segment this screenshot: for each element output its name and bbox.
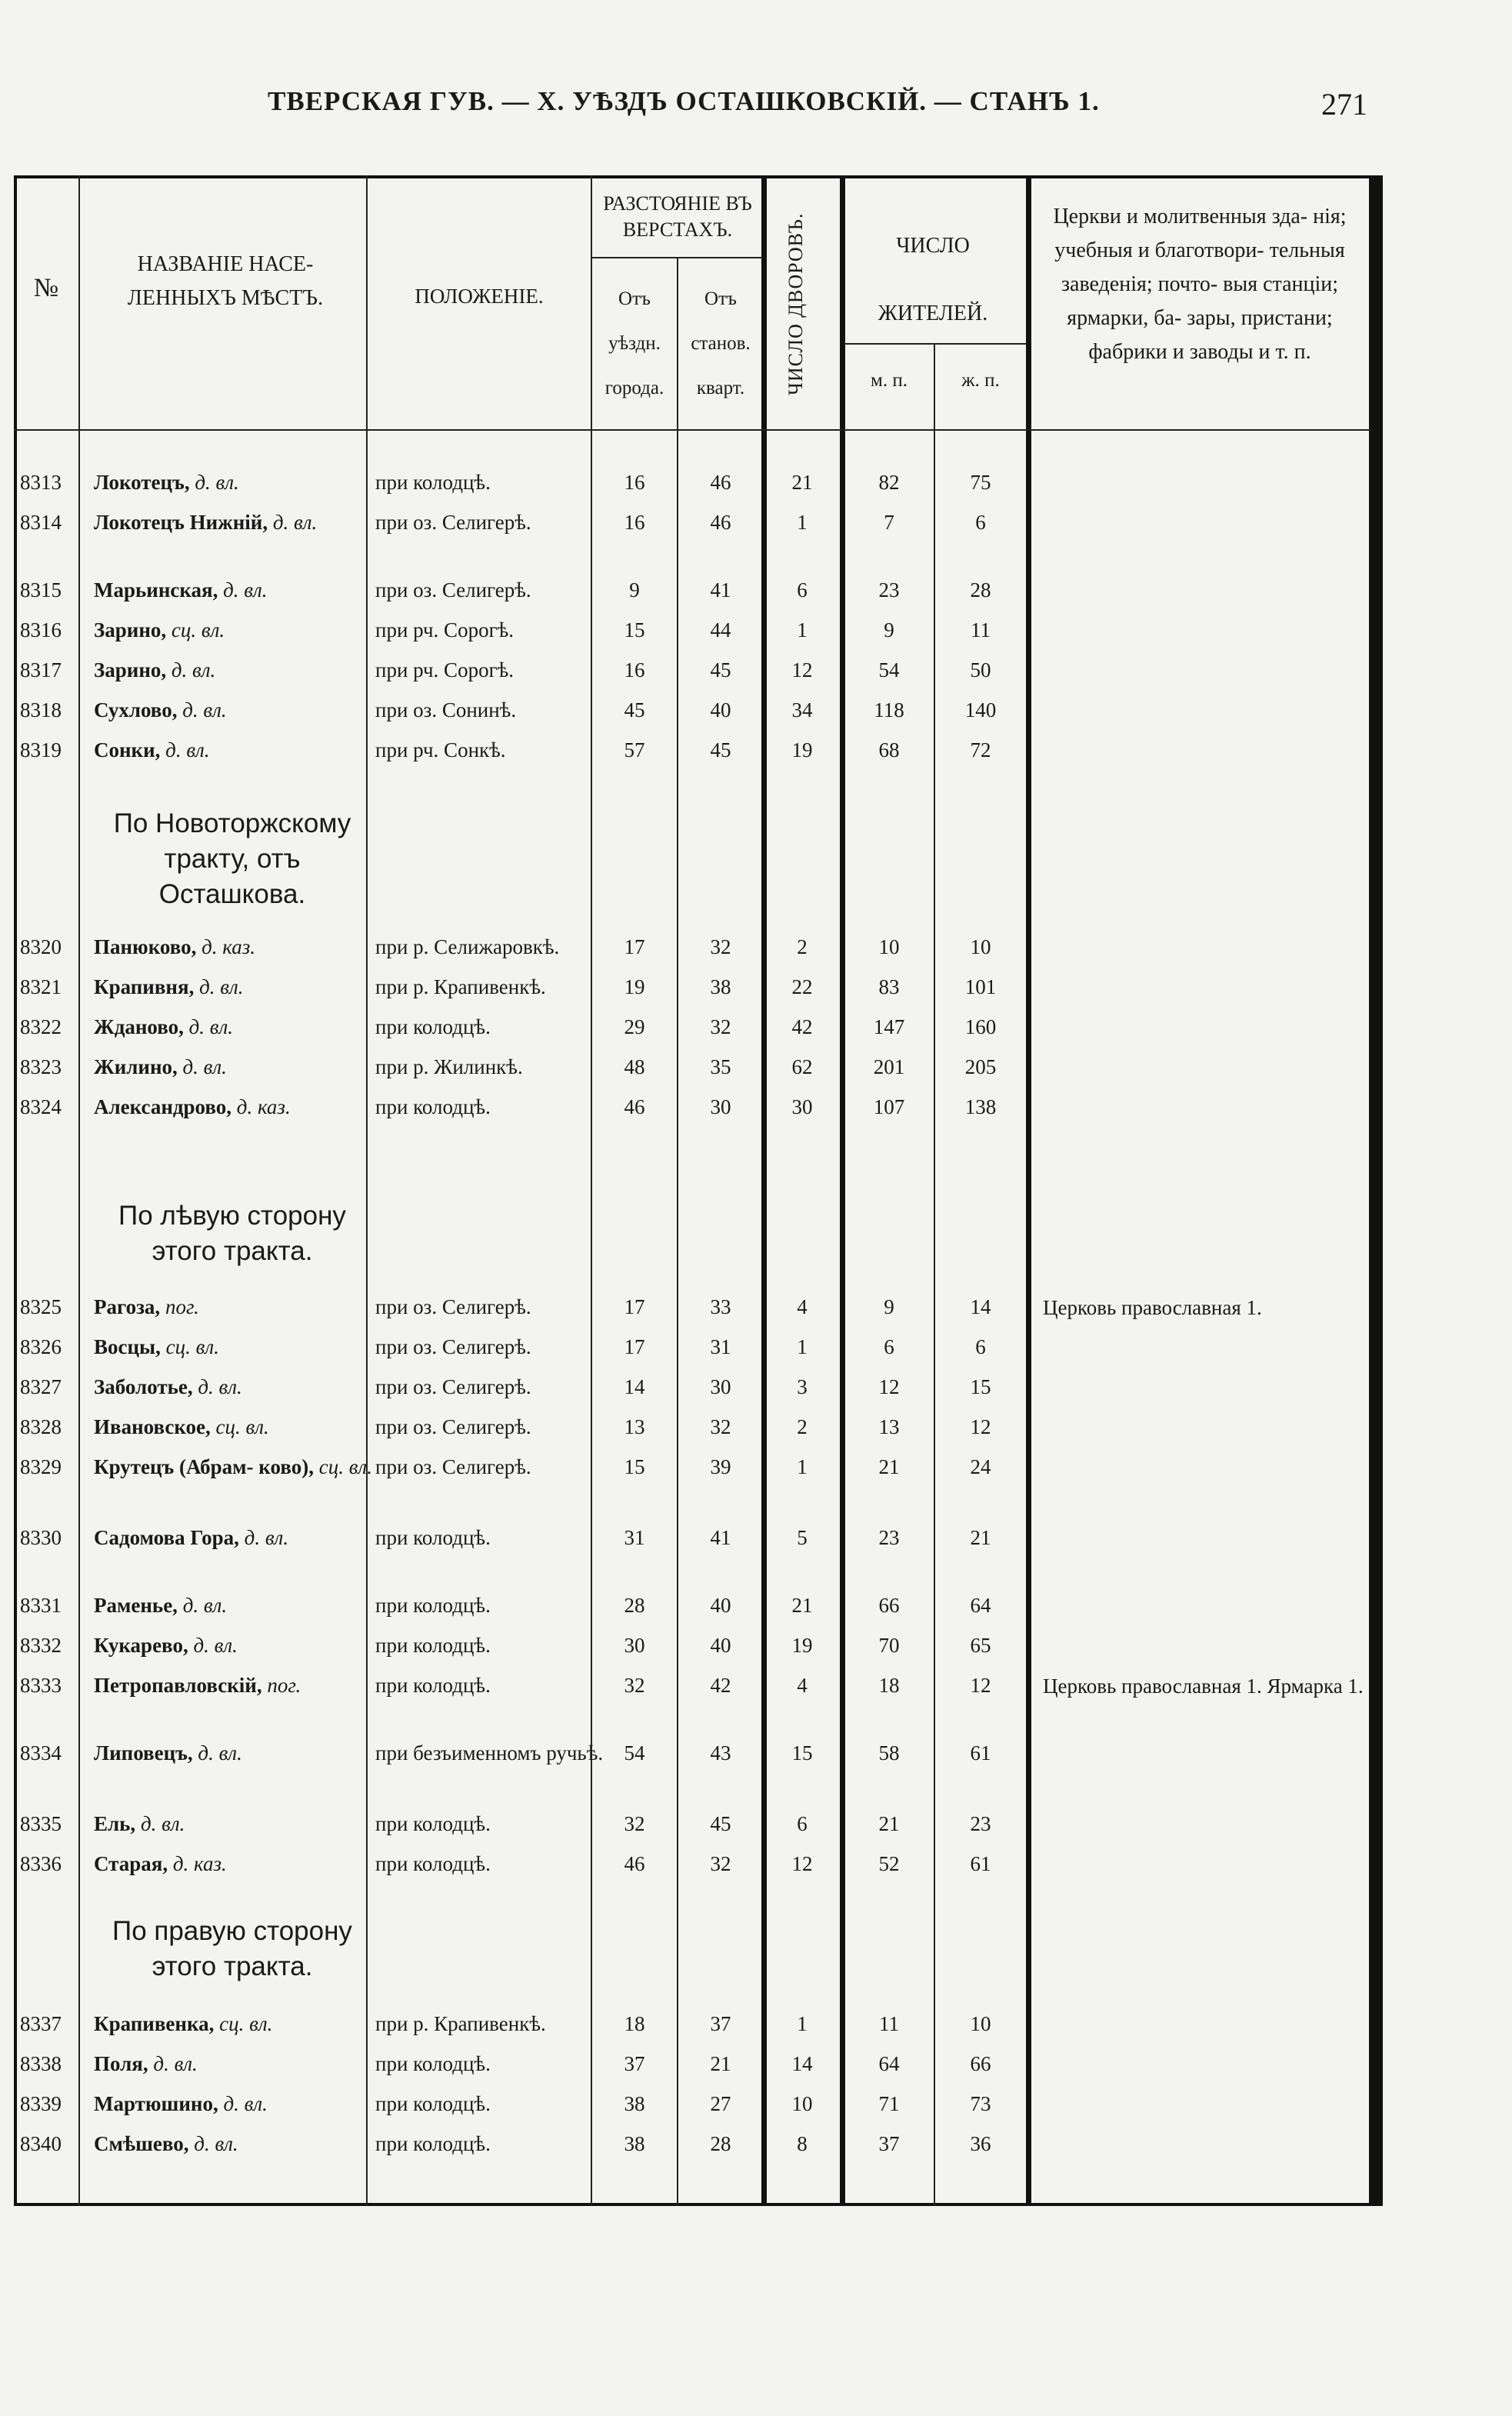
cell-m: 71: [878, 2092, 900, 2115]
row-number: 8325: [20, 1295, 62, 1318]
rule-distance-mid: [677, 257, 678, 2206]
row-number: 8333: [20, 1674, 62, 1697]
place-position: при колодцѣ.: [375, 2052, 491, 2075]
cell-stan: 31: [710, 1335, 731, 1358]
cell-yards: 8: [797, 2132, 808, 2155]
row-number: 8313: [20, 471, 62, 494]
cell-m: 66: [878, 1594, 900, 1617]
cell-m: 83: [878, 975, 900, 998]
cell-m: 9: [884, 1295, 894, 1318]
rule-header-bottom: [14, 429, 1372, 431]
page-header: [0, 86, 1512, 132]
place-position: при р. Жилинкѣ.: [375, 1055, 523, 1078]
place-name: Поля, д. вл.: [94, 2052, 198, 2075]
cell-f: 28: [970, 578, 991, 602]
cell-yards: 2: [797, 935, 808, 958]
cell-m: 13: [878, 1415, 900, 1438]
cell-stan: 40: [710, 1634, 731, 1657]
col-no-header: №: [33, 274, 59, 302]
row-number: 8326: [20, 1335, 62, 1358]
cell-f: 140: [964, 698, 997, 721]
row-number: 8327: [20, 1375, 62, 1398]
row-number: 8323: [20, 1055, 62, 1078]
table-row: [14, 1806, 1372, 1846]
place-name: Сонки, д. вл.: [94, 738, 210, 761]
place-name: Ель, д. вл.: [94, 1812, 185, 1835]
place-name: Садомова Гора, д. вл.: [94, 1526, 289, 1549]
place-name: Заболотье, д. вл.: [94, 1375, 242, 1398]
cell-town: 14: [624, 1375, 645, 1398]
cell-yards: 3: [797, 1375, 808, 1398]
cell-m: 21: [878, 1455, 900, 1478]
row-number: 8315: [20, 578, 62, 602]
cell-town: 17: [624, 1295, 645, 1318]
place-name: Ивановское, сц. вл.: [94, 1415, 269, 1438]
table-row: [14, 1628, 1372, 1668]
cell-yards: 34: [791, 698, 813, 721]
statistics-table: [14, 175, 1383, 2206]
cell-f: 64: [970, 1594, 991, 1617]
cell-yards: 1: [797, 2012, 808, 2035]
place-position: при колодцѣ.: [375, 1015, 491, 1038]
cell-stan: 32: [710, 1415, 731, 1438]
table-row: [14, 572, 1372, 612]
cell-stan: 38: [710, 975, 731, 998]
place-position: при оз. Селигерѣ.: [375, 1375, 531, 1398]
page-number: 271: [1321, 87, 1367, 122]
cell-f: 21: [970, 1526, 991, 1549]
cell-f: 160: [964, 1015, 997, 1038]
cell-yards: 19: [791, 1634, 813, 1657]
table-row: [14, 2126, 1372, 2166]
cell-stan: 32: [710, 1015, 731, 1038]
cell-stan: 40: [710, 1594, 731, 1617]
cell-f: 101: [964, 975, 997, 998]
place-position: при оз. Селигерѣ.: [375, 511, 531, 534]
place-position: при колодцѣ.: [375, 1674, 491, 1697]
cell-m: 23: [878, 578, 900, 602]
col-distance-header: РАЗСТОЯНІЕ ВЪ ВЕРСТАХЪ.: [603, 192, 752, 241]
place-position: при безъименномъ ручьѣ.: [375, 1741, 604, 1765]
cell-m: 37: [878, 2132, 900, 2155]
place-name: Рагоза, пог.: [94, 1295, 199, 1318]
cell-m: 147: [873, 1015, 905, 1038]
cell-town: 46: [624, 1852, 645, 1875]
place-position: при оз. Селигерѣ.: [375, 1295, 531, 1318]
place-name: Мартюшино, д. вл.: [94, 2092, 268, 2115]
col-name-header: НАЗВАНІЕ НАСЕ- ЛЕННЫХЪ МѢСТЪ.: [127, 252, 324, 310]
cell-yards: 15: [791, 1741, 813, 1765]
cell-town: 32: [624, 1674, 645, 1697]
table-row: [14, 612, 1372, 652]
rule-distance-sub: [592, 257, 763, 258]
cell-yards: 12: [791, 1852, 813, 1875]
col-dist-town-header: Отъ уѣздн. города.: [604, 288, 664, 398]
table-row: [14, 1409, 1372, 1449]
cell-stan: 21: [710, 2052, 731, 2075]
place-name: Смѣшево, д. вл.: [94, 2132, 238, 2155]
cell-yards: 2: [797, 1415, 808, 1438]
section-heading: По Новоторжскому тракту, отъ Осташкова.: [113, 808, 351, 909]
table-row: [14, 2006, 1372, 2046]
col-male-header: м. п.: [871, 370, 908, 391]
cell-yards: 21: [791, 471, 813, 494]
row-number: 8334: [20, 1741, 62, 1765]
place-name: Раменье, д. вл.: [94, 1594, 228, 1617]
place-name: Жданово, д. вл.: [94, 1015, 234, 1038]
table-row: [14, 929, 1372, 969]
place-position: при оз. Селигерѣ.: [375, 1455, 531, 1478]
cell-town: 54: [624, 1741, 645, 1765]
cell-stan: 42: [710, 1674, 731, 1697]
cell-stan: 28: [710, 2132, 731, 2155]
row-number: 8331: [20, 1594, 62, 1617]
table-row: [14, 465, 1372, 505]
cell-m: 18: [878, 1674, 900, 1697]
cell-yards: 1: [797, 1335, 808, 1358]
cell-stan: 32: [710, 935, 731, 958]
place-name: Крапивенка, сц. вл.: [94, 2012, 273, 2035]
row-number: 8328: [20, 1415, 62, 1438]
cell-town: 46: [624, 1095, 645, 1118]
cell-yards: 22: [791, 975, 813, 998]
cell-f: 23: [970, 1812, 991, 1835]
cell-town: 45: [624, 698, 645, 721]
place-position: при р. Селижаровкѣ.: [375, 935, 560, 958]
cell-f: 73: [970, 2092, 991, 2115]
cell-town: 37: [624, 2052, 645, 2075]
cell-town: 15: [624, 1455, 645, 1478]
row-number: 8339: [20, 2092, 62, 2115]
row-number: 8329: [20, 1455, 62, 1478]
place-position: при оз. Селигерѣ.: [375, 1335, 531, 1358]
cell-town: 38: [624, 2092, 645, 2115]
table-row: [14, 1846, 1372, 1886]
col-inhabitants-header: ЧИСЛО ЖИТЕЛЕЙ.: [878, 234, 988, 325]
cell-yards: 1: [797, 511, 808, 534]
row-number: 8314: [20, 511, 62, 534]
row-number: 8321: [20, 975, 62, 998]
place-position: при колодцѣ.: [375, 2132, 491, 2155]
cell-town: 30: [624, 1634, 645, 1657]
cell-yards: 19: [791, 738, 813, 761]
cell-m: 107: [873, 1095, 905, 1118]
cell-stan: 46: [710, 511, 731, 534]
cell-yards: 42: [791, 1015, 813, 1038]
cell-m: 58: [878, 1741, 900, 1765]
cell-m: 11: [879, 2012, 899, 2035]
cell-m: 21: [878, 1812, 900, 1835]
cell-f: 205: [964, 1055, 997, 1078]
cell-stan: 32: [710, 1852, 731, 1875]
place-name: Кукарево, д. вл.: [94, 1634, 238, 1657]
place-position: при колодцѣ.: [375, 471, 491, 494]
col-position-header: ПОЛОЖЕНІЕ.: [415, 285, 544, 308]
cell-f: 36: [970, 2132, 991, 2155]
cell-stan: 30: [710, 1375, 731, 1398]
cell-f: 11: [971, 618, 991, 641]
cell-stan: 27: [710, 2092, 731, 2115]
cell-town: 38: [624, 2132, 645, 2155]
cell-f: 6: [975, 511, 986, 534]
place-name: Крапивня, д. вл.: [94, 975, 244, 998]
cell-stan: 45: [710, 658, 731, 681]
cell-stan: 43: [710, 1741, 731, 1765]
table-row: [14, 969, 1372, 1009]
place-position: при колодцѣ.: [375, 1526, 491, 1549]
cell-m: 70: [878, 1634, 900, 1657]
place-position: при р. Крапивенкѣ.: [375, 2012, 546, 2035]
cell-yards: 10: [791, 2092, 813, 2115]
cell-f: 10: [970, 935, 991, 958]
cell-f: 75: [970, 471, 991, 494]
cell-m: 10: [878, 935, 900, 958]
table-row: [14, 1449, 1372, 1489]
cell-town: 17: [624, 935, 645, 958]
table-row: [14, 2086, 1372, 2126]
table-row: [14, 1049, 1372, 1089]
cell-m: 6: [884, 1335, 894, 1358]
place-name: Марьинская, д. вл.: [94, 578, 268, 602]
col-dist-stan-header: Отъ станов. кварт.: [691, 288, 751, 398]
cell-town: 17: [624, 1335, 645, 1358]
place-name: Петропавловскій, пог.: [94, 1674, 301, 1697]
table-row: [14, 1668, 1372, 1708]
cell-stan: 35: [710, 1055, 731, 1078]
cell-town: 13: [624, 1415, 645, 1438]
place-name: Александрово, д. каз.: [94, 1095, 291, 1118]
row-number: 8320: [20, 935, 62, 958]
table-row: [14, 732, 1372, 772]
cell-stan: 33: [710, 1295, 731, 1318]
place-position: при оз. Сонинѣ.: [375, 698, 517, 721]
cell-town: 16: [624, 658, 645, 681]
place-position: при колодцѣ.: [375, 1812, 491, 1835]
cell-stan: 45: [710, 1812, 731, 1835]
place-name: Панюково, д. каз.: [94, 935, 256, 958]
cell-stan: 40: [710, 698, 731, 721]
cell-f: 61: [970, 1852, 991, 1875]
cell-f: 12: [970, 1415, 991, 1438]
cell-f: 50: [970, 658, 991, 681]
church-note: Церковь православная 1. Ярмарка 1.: [1043, 1675, 1364, 1698]
row-number: 8338: [20, 2052, 62, 2075]
place-name: Сухлово, д. вл.: [94, 698, 227, 721]
cell-yards: 1: [797, 618, 808, 641]
cell-town: 31: [624, 1526, 645, 1549]
table-row: [14, 1520, 1372, 1560]
table-row: [14, 1369, 1372, 1409]
cell-f: 66: [970, 2052, 991, 2075]
cell-town: 15: [624, 618, 645, 641]
cell-m: 82: [878, 471, 900, 494]
cell-stan: 30: [710, 1095, 731, 1118]
row-number: 8322: [20, 1015, 62, 1038]
cell-yards: 1: [797, 1455, 808, 1478]
place-position: при рч. Сонкѣ.: [375, 738, 506, 761]
place-name: Локотецъ, д. вл.: [94, 471, 239, 494]
cell-yards: 62: [791, 1055, 813, 1078]
place-name: Зарино, сц. вл.: [94, 618, 225, 641]
cell-town: 32: [624, 1812, 645, 1835]
table-row: [14, 1735, 1372, 1775]
cell-stan: 41: [710, 1526, 731, 1549]
row-number: 8336: [20, 1852, 62, 1875]
cell-f: 24: [970, 1455, 991, 1478]
cell-stan: 41: [710, 578, 731, 602]
row-number: 8332: [20, 1634, 62, 1657]
table-row: [14, 1588, 1372, 1628]
col-church-header: Церкви и молитвенныя зда- нія; учебныя и благотвори- тельныя заведенія; почто- выя станціи; ярмарки, ба- зары, пристани; фабрики и заводы и т. п.: [1053, 205, 1347, 364]
row-number: 8337: [20, 2012, 62, 2035]
cell-m: 68: [878, 738, 900, 761]
place-position: при колодцѣ.: [375, 1594, 491, 1617]
table-row: [14, 1289, 1372, 1329]
place-position: при рч. Сорогѣ.: [375, 618, 515, 641]
row-number: 8340: [20, 2132, 62, 2155]
col-yards-header: ЧИСЛО ДВОРОВЪ.: [784, 212, 807, 395]
section-heading: По лѣвую сторону этого тракта.: [118, 1201, 346, 1266]
place-position: при колодцѣ.: [375, 2092, 491, 2115]
place-position: при оз. Селигерѣ.: [375, 1415, 531, 1438]
cell-f: 72: [970, 738, 991, 761]
row-number: 8316: [20, 618, 62, 641]
cell-yards: 6: [797, 1812, 808, 1835]
cell-f: 61: [970, 1741, 991, 1765]
place-name: Локотецъ Нижній, д. вл.: [94, 511, 318, 534]
place-name: Старая, д. каз.: [94, 1852, 227, 1875]
cell-f: 12: [970, 1674, 991, 1697]
table-row: [14, 692, 1372, 732]
church-note: Церковь православная 1.: [1043, 1296, 1262, 1319]
place-position: при р. Крапивенкѣ.: [375, 975, 546, 998]
row-number: 8317: [20, 658, 62, 681]
cell-f: 14: [970, 1295, 991, 1318]
cell-stan: 46: [710, 471, 731, 494]
cell-town: 18: [624, 2012, 645, 2035]
cell-m: 52: [878, 1852, 900, 1875]
row-number: 8319: [20, 738, 62, 761]
cell-yards: 30: [791, 1095, 813, 1118]
running-title: ТВЕРСКАЯ ГУВ. — X. УѢЗДЪ ОСТАШКОВСКІЙ. — СТАНЪ 1.: [268, 86, 1100, 116]
cell-stan: 37: [710, 2012, 731, 2035]
cell-f: 65: [970, 1634, 991, 1657]
col-female-header: ж. п.: [961, 370, 1000, 391]
cell-m: 9: [884, 618, 894, 641]
cell-yards: 6: [797, 578, 808, 602]
cell-f: 138: [964, 1095, 997, 1118]
place-position: при оз. Селигерѣ.: [375, 578, 531, 602]
table-row: [14, 1329, 1372, 1369]
place-position: при колодцѣ.: [375, 1852, 491, 1875]
cell-m: 64: [878, 2052, 900, 2075]
cell-m: 7: [884, 511, 894, 534]
cell-yards: 21: [791, 1594, 813, 1617]
cell-town: 19: [624, 975, 645, 998]
cell-yards: 4: [797, 1674, 808, 1697]
cell-m: 23: [878, 1526, 900, 1549]
place-name: Жилино, д. вл.: [94, 1055, 227, 1078]
cell-stan: 45: [710, 738, 731, 761]
place-name: Восцы, сц. вл.: [94, 1335, 219, 1358]
cell-town: 29: [624, 1015, 645, 1038]
cell-stan: 39: [710, 1455, 731, 1478]
cell-stan: 44: [710, 618, 731, 641]
cell-m: 12: [878, 1375, 900, 1398]
cell-m: 118: [874, 698, 904, 721]
cell-f: 6: [975, 1335, 986, 1358]
cell-yards: 4: [797, 1295, 808, 1318]
cell-town: 16: [624, 511, 645, 534]
row-number: 8335: [20, 1812, 62, 1835]
place-position: при рч. Сорогѣ.: [375, 658, 515, 681]
cell-town: 28: [624, 1594, 645, 1617]
table-row: [14, 1009, 1372, 1049]
row-number: 8324: [20, 1095, 62, 1118]
cell-m: 54: [878, 658, 900, 681]
table-row: [14, 2046, 1372, 2086]
place-position: при колодцѣ.: [375, 1634, 491, 1657]
table-row: [14, 652, 1372, 692]
cell-town: 16: [624, 471, 645, 494]
section-heading: По правую сторону этого тракта.: [112, 1916, 352, 1981]
cell-f: 10: [970, 2012, 991, 2035]
place-name: Зарино, д. вл.: [94, 658, 216, 681]
table-row: [14, 1089, 1372, 1129]
cell-town: 57: [624, 738, 645, 761]
cell-m: 201: [873, 1055, 905, 1078]
table-row: [14, 505, 1372, 545]
cell-yards: 12: [791, 658, 813, 681]
cell-yards: 14: [791, 2052, 813, 2075]
row-number: 8330: [20, 1526, 62, 1549]
place-position: при колодцѣ.: [375, 1095, 491, 1118]
place-name: Липовецъ, д. вл.: [94, 1741, 242, 1765]
cell-town: 9: [629, 578, 640, 602]
cell-town: 48: [624, 1055, 645, 1078]
row-number: 8318: [20, 698, 62, 721]
cell-f: 15: [970, 1375, 991, 1398]
place-name: Крутецъ (Абрам- ково), сц. вл.: [94, 1455, 372, 1478]
cell-yards: 5: [797, 1526, 808, 1549]
